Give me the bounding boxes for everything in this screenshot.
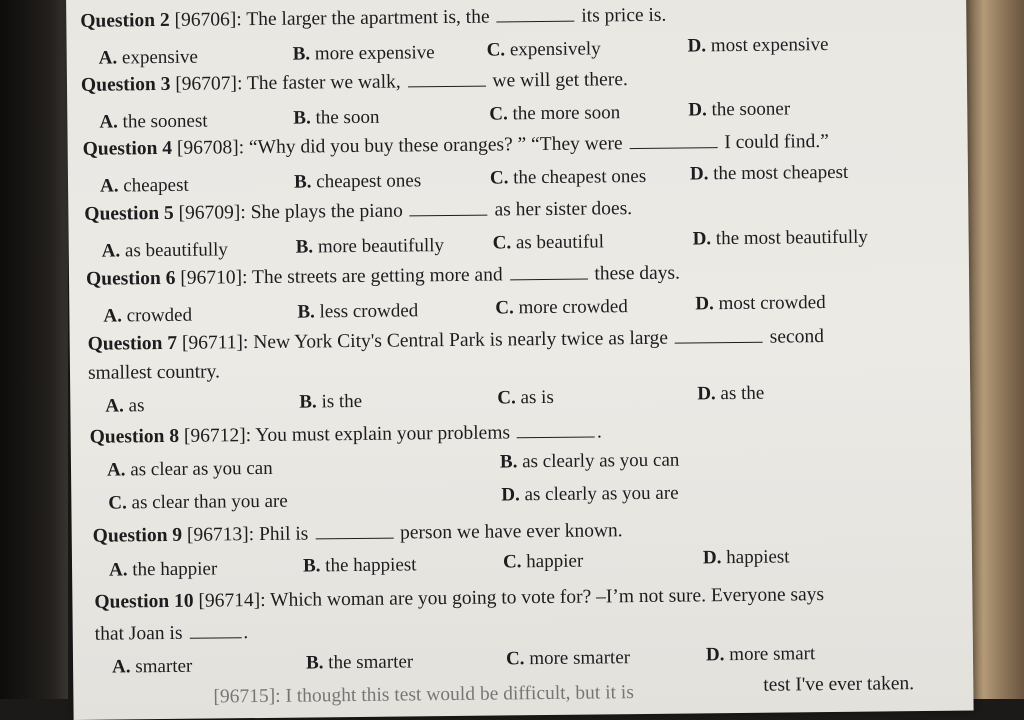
q8-option-b: B. as clearly as you can <box>499 449 680 473</box>
q3-option-a: A. the soonest <box>99 110 208 133</box>
q8-option-c: C. as clear than you are <box>108 490 288 514</box>
answer-blank <box>517 420 595 438</box>
q9-option-c: C. happier <box>502 550 584 573</box>
question-11-partial-end: test I've ever taken. <box>763 673 915 696</box>
q10-option-a: A. smarter <box>111 655 193 678</box>
q2-option-b: B. more expensive <box>292 42 435 65</box>
q5-option-a: A. as beautifully <box>101 239 228 262</box>
question-6-text: Question 6 [96710]: The streets are getting more and these days. <box>85 262 681 290</box>
q7-option-d: D. as the <box>697 382 765 405</box>
q5-option-b: B. more beautifully <box>295 235 445 258</box>
answer-blank <box>629 131 717 149</box>
question-10-continuation: that Joan is . <box>94 622 249 645</box>
q10-option-d: D. more smart <box>705 643 816 666</box>
q3-option-d: D. the sooner <box>688 98 791 121</box>
q9-option-b: B. the happiest <box>302 554 417 577</box>
q6-option-a: A. crowded <box>103 304 193 327</box>
question-3-text: Question 3 [96707]: The faster we walk, we will get there. <box>80 69 628 96</box>
answer-blank <box>509 263 587 281</box>
answer-blank <box>675 326 763 344</box>
question-8-text: Question 8 [96712]: You must explain your problems . <box>89 421 602 448</box>
q4-option-c: C. the cheapest ones <box>489 165 647 189</box>
worksheet-page <box>66 0 974 720</box>
dark-background-left <box>0 0 68 699</box>
q4-option-b: B. cheapest ones <box>293 170 422 193</box>
q6-option-c: C. more crowded <box>495 296 628 319</box>
question-5-text: Question 5 [96709]: She plays the piano as her sister does. <box>84 198 633 225</box>
q7-option-c: C. as is <box>497 386 554 409</box>
q5-option-c: C. as beautiful <box>492 231 605 254</box>
question-7-text: Question 7 [96711]: New York City's Central Park is nearly twice as large second <box>87 326 825 355</box>
question-2-text: Question 2 [96706]: The larger the apartment is, the its price is. <box>80 4 667 32</box>
q7-option-a: A. as <box>105 395 145 417</box>
q3-option-b: B. the soon <box>293 106 380 129</box>
q4-option-a: A. cheapest <box>99 174 189 197</box>
q10-option-b: B. the smarter <box>305 651 414 674</box>
question-4-text: Question 4 [96708]: “Why did you buy these oranges? ” “They were I could find.” <box>82 131 829 160</box>
question-11-partial-text: [96715]: I thought this test would be difficult, but it is <box>213 682 634 708</box>
q9-option-a: A. the happier <box>108 558 218 581</box>
question-9-text: Question 9 [96713]: Phil is person we have ever known. <box>92 520 623 547</box>
q8-option-d: D. as clearly as you are <box>501 482 679 506</box>
question-10-text: Question 10 [96714]: Which woman are you going to vote for? –I’m not sure. Everyone says <box>94 584 825 613</box>
answer-blank <box>189 621 241 639</box>
q10-option-c: C. more smarter <box>505 647 631 670</box>
q9-option-d: D. happiest <box>702 546 790 569</box>
question-7-continuation: smallest country. <box>87 361 221 384</box>
q8-option-a: A. as clear as you can <box>106 457 273 481</box>
q3-option-c: C. the more soon <box>489 102 621 125</box>
answer-blank <box>410 199 488 217</box>
q2-option-c: C. expensively <box>486 38 601 61</box>
q6-option-d: D. most crowded <box>695 292 826 315</box>
answer-blank <box>315 522 393 540</box>
q2-option-a: A. expensive <box>98 46 199 69</box>
q4-option-d: D. the most cheapest <box>689 161 849 185</box>
answer-blank <box>496 5 574 23</box>
q2-option-d: D. most expensive <box>687 34 829 57</box>
q7-option-b: B. is the <box>299 390 363 413</box>
answer-blank <box>407 70 485 88</box>
q6-option-b: B. less crowded <box>297 300 419 323</box>
q5-option-d: D. the most beautifully <box>692 226 868 250</box>
